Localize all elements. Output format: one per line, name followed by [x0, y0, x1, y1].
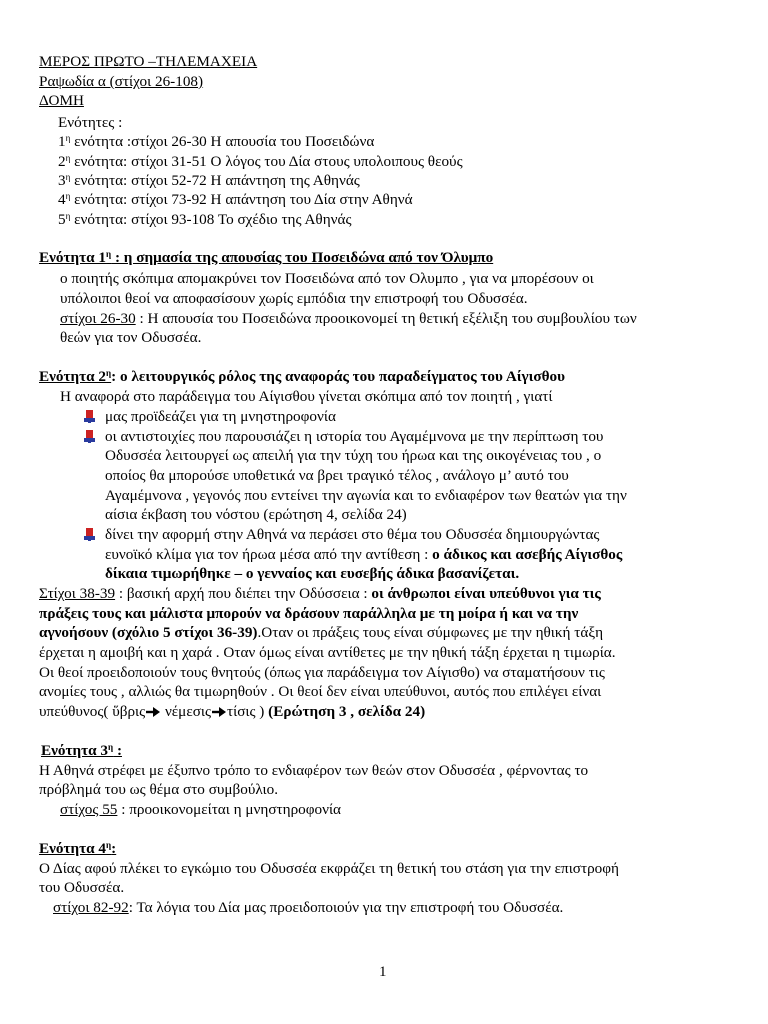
list-item: αίσια έκβαση του νόστου (ερώτηση 4, σελίδα 24)	[105, 506, 407, 523]
unit-list-item: $5^\eta$ ενότητα: στίχοι 93-108 Το σχέδιο της Αθηνάς	[58, 211, 352, 228]
unit3-heading: Ενότητα $3^\eta$ :	[41, 742, 122, 759]
unit4-text: του Οδυσσέα.	[39, 879, 125, 896]
verse-reference: στίχοι 82-92	[53, 899, 129, 916]
arrow-right-icon	[212, 707, 226, 717]
unit-list-item: $2^\eta$ ενότητα: στίχοι 31-51 Ο λόγος του Δία στους υπολοιπους θεούς	[58, 153, 463, 170]
bullet-icon	[84, 410, 95, 423]
list-item: οι αντιστοιχίες που παρουσιάζει η ιστορία του Αγαμέμνονα με την περίπτωση του	[105, 428, 604, 445]
page-number: 1	[379, 964, 387, 980]
unit1-text: υπόλοιποι θεοί να αποφασίσουν χωρίς εμπόδια την επιστροφή του Οδυσσέα.	[60, 290, 528, 307]
paragraph-text: έρχεται η αμοιβή και η χαρά . Οταν όμως είναι αντίθετες με την ηθική τάξη έρχεται η τιμωρία.	[39, 644, 616, 661]
paragraph-text: αγνοήσουν (σχόλιο 5 στίχοι 36-39).Οταν οι πράξεις τους είναι σύμφωνες με την ηθική τάξη	[39, 624, 604, 641]
paragraph-text: Στίχοι 38-39 : βασική αρχή που διέπει την Οδύσσεια : οι άνθρωποι είναι υπεύθυνοι για τις	[39, 585, 601, 602]
unit4-text: στίχοι 82-92: Τα λόγια του Δία μας προειδοποιούν για την επιστροφή του Οδυσσέα.	[53, 899, 564, 916]
paragraph-text: ανομίες τους , αλλιώς θα τιμωρηθούν . Οι θεοί δεν είναι υπεύθυνοι, αυτός που επιλέγει είναι	[39, 683, 602, 700]
paragraph-text: Οι θεοί προειδοποιούν τους θνητούς (όπως για παράδειγμα τον Αίγισθο) να σταματήσουν τις	[39, 664, 605, 681]
list-item: ευνοϊκό κλίμα για τον ήρωα μέσα από την αντίθεση : ο άδικος και ασεβής Αίγισθος	[105, 546, 623, 563]
list-item: δίκαια τιμωρήθηκε – ο γενναίος και ευσεβής άδικα βασανίζεται.	[105, 565, 520, 582]
unit1-text: ο ποιητής σκόπιμα απομακρύνει τον Ποσειδώνα από τον Ολυμπο , για να μπορέσουν οι	[60, 270, 594, 287]
unit3-text: στίχος 55 : προοικονομείται η μνηστηροφονία	[60, 801, 342, 818]
document-title: ΜΕΡΟΣ ΠΡΩΤΟ –ΤΗΛΕΜΑΧΕΙΑ	[39, 53, 258, 70]
paragraph-text: πράξεις τους και μάλιστα μπορούν να δράσουν παράλληλα με τη μοίρα ή και να την	[39, 605, 579, 622]
unit2-heading: Ενότητα $2^\eta$: ο λειτουργικός ρόλος της αναφοράς του παραδείγματος του Αίγισθου	[39, 368, 566, 385]
bullet-icon	[84, 528, 95, 541]
paragraph-text: υπεύθυνος( ὕβρις νέμεσις τίσις ) (Ερώτηση 3 , σελίδα 24)	[39, 703, 426, 720]
verse-reference: Στίχοι 38-39	[39, 585, 116, 602]
unit1-text: στίχοι 26-30 : Η απουσία του Ποσειδώνα προοικονομεί τη θετική εξέλιξη του συμβουλίου των	[60, 310, 637, 327]
unit-list-item: $1^\eta$ ενότητα :στίχοι 26-30 Η απουσία του Ποσειδώνα	[58, 133, 375, 150]
arrow-right-icon	[146, 707, 160, 717]
rhapsody-line: Ραψωδία α (στίχοι 26-108)	[39, 73, 204, 90]
units-heading: Ενότητες :	[58, 114, 123, 131]
unit4-heading: Ενότητα $4^\eta$:	[39, 840, 117, 857]
unit3-text: Η Αθηνά στρέφει με έξυπνο τρόπο το ενδιαφέρον των θεών στον Οδυσσέα , φέρνοντας το	[39, 762, 589, 779]
structure-label: ΔΟΜΗ	[39, 92, 84, 109]
list-item: Αγαμέμνονα , γεγονός που εντείνει την αγωνία και το ενδιαφέρον των θεατών για την	[105, 487, 627, 504]
unit-list-item: $4^\eta$ ενότητα: στίχοι 73-92 Η απάντηση του Δία στην Αθηνά	[58, 191, 413, 208]
bullet-icon	[84, 430, 95, 443]
verse-reference: στίχος 55	[60, 801, 118, 818]
verse-reference: στίχοι 26-30	[60, 310, 136, 327]
list-item: μας προϊδεάζει για τη μνηστηροφονία	[105, 408, 336, 425]
list-item: Οδυσσέα λειτουργεί ως απειλή για την τύχη του ήρωα και της οικογένειας του , ο	[105, 447, 602, 464]
unit4-text: Ο Δίας αφού πλέκει το εγκώμιο του Οδυσσέα εκφράζει τη θετική του στάση για την επιστροφή	[39, 860, 619, 877]
unit1-text: θεών για τον Οδυσσέα.	[60, 329, 202, 346]
unit-list-item: $3^\eta$ ενότητα: στίχοι 52-72 Η απάντηση της Αθηνάς	[58, 172, 360, 189]
unit1-heading: Ενότητα $1^\eta$ : η σημασία της απουσίας του Ποσειδώνα από τον Όλυμπο	[39, 249, 494, 266]
unit3-text: πρόβλημά του ως θέμα στο συμβούλιο.	[39, 781, 279, 798]
list-item: δίνει την αφορμή στην Αθηνά να περάσει στο θέμα του Οδυσσέα δημιουργώντας	[105, 526, 600, 543]
unit2-intro: Η αναφορά στο παράδειγμα του Αίγισθου γίνεται σκόπιμα από τον ποιητή , γιατί	[60, 388, 553, 405]
list-item: οποίος θα μπορούσε υποθετικά να βρει τραγικό τέλος , ανάλογο μ’ αυτό του	[105, 467, 569, 484]
